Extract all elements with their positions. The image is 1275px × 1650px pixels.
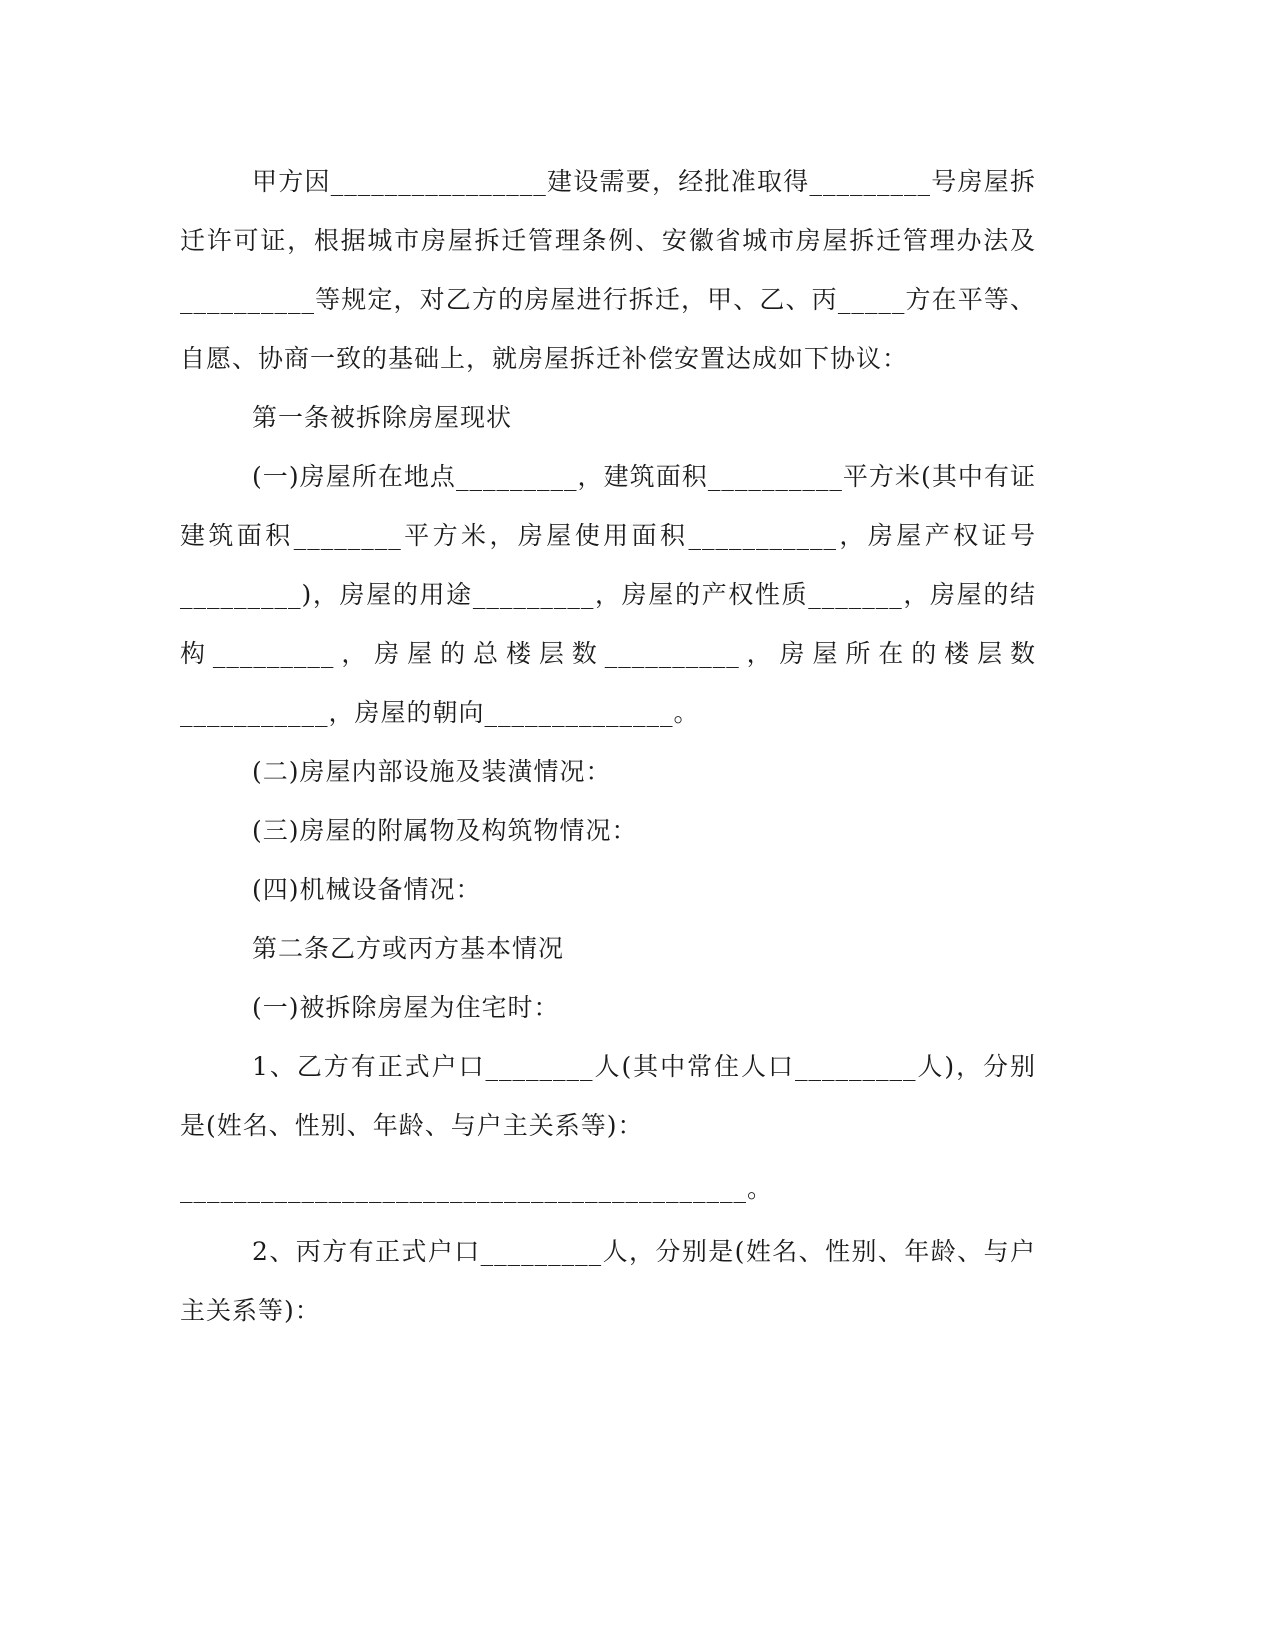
article-1-item-4: (四)机械设备情况： bbox=[252, 875, 482, 904]
intro-paragraph: 甲方因________________建设需要，经批准取得_________号房屋拆迁许可证，根据城市房屋拆迁管理条例、安徽省城市房屋拆迁管理办法及__________等规定，对乙方的房屋进行拆迁，甲、乙、丙_____方在平等、自愿、协商一致的基础上，就房屋拆迁补偿安置达成如下协议： bbox=[180, 167, 1036, 373]
article-1-item-2: (二)房屋内部设施及装潢情况： bbox=[252, 757, 612, 786]
article-1-item-3: (三)房屋的附属物及构筑物情况： bbox=[252, 816, 638, 845]
article-2-heading: 第二条乙方或丙方基本情况 bbox=[252, 934, 565, 963]
contract-body bbox=[180, 152, 1036, 1340]
article-1-heading: 第一条被拆除房屋现状 bbox=[252, 403, 513, 432]
article-2-item-1: (一)被拆除房屋为住宅时： bbox=[252, 993, 560, 1022]
article-2-blank-line: __________________________________________。 bbox=[180, 1174, 774, 1203]
article-1-item-1: (一)房屋所在地点_________，建筑面积__________平方米(其中有证建筑面积________平方米，房屋使用面积___________，房屋产权证号_________)，房屋的用途_________，房屋的产权性质_______，房屋的结构_________，房屋的总楼层数__________，房屋所在的楼层数___________，房屋的朝向______________。 bbox=[180, 462, 1036, 727]
article-2-item-1-1: 1、乙方有正式户口________人(其中常住人口_________人)，分别是(姓名、性别、年龄、与户主关系等)： bbox=[180, 1052, 1036, 1140]
article-2-item-1-2: 2、丙方有正式户口_________人，分别是(姓名、性别、年龄、与户主关系等)： bbox=[180, 1237, 1036, 1325]
